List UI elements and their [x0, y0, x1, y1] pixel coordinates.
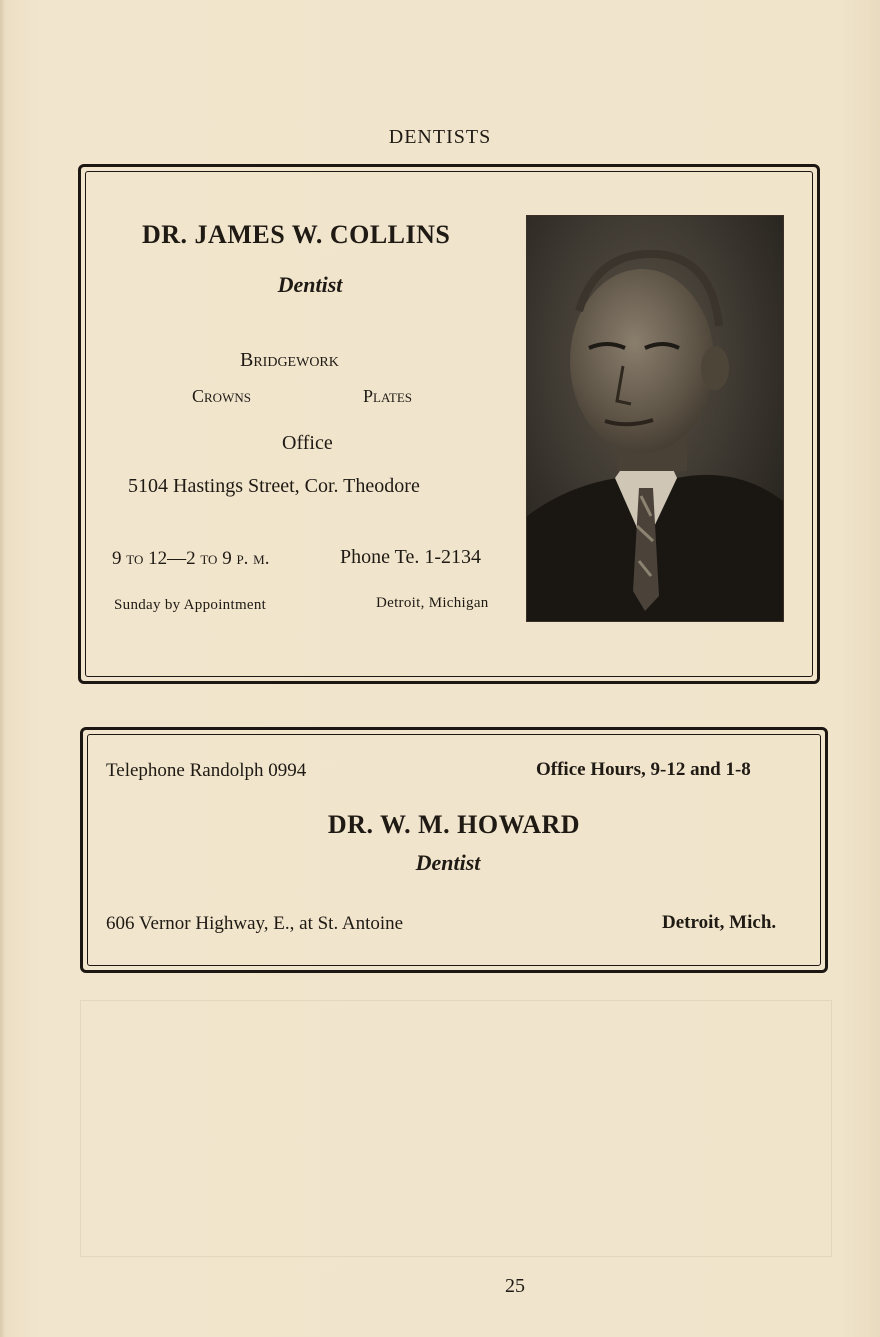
howard-telephone: Telephone Randolph 0994 [106, 760, 307, 781]
portrait-photo [526, 215, 784, 622]
service-plates: Plates [363, 386, 413, 406]
howard-name: DR. W. M. HOWARD [327, 810, 581, 839]
collins-hours: 9 to 12—2 to 9 p. m. [112, 548, 270, 569]
collins-name: DR. JAMES W. COLLINS [142, 220, 451, 249]
howard-city: Detroit, Mich. [662, 912, 777, 933]
collins-title: Dentist [277, 272, 343, 297]
collins-sunday: Sunday by Appointment [114, 597, 267, 613]
service-crowns: Crowns [192, 386, 251, 406]
collins-city: Detroit, Michigan [376, 595, 489, 611]
section-heading: DENTISTS [388, 126, 492, 148]
office-label: Office [282, 432, 333, 454]
page-number: 25 [505, 1275, 525, 1297]
service-bridgework: Bridgework [240, 349, 339, 371]
bleed-through-ghost [80, 1000, 832, 1257]
collins-phone: Phone Te. 1-2134 [340, 546, 481, 568]
collins-address: 5104 Hastings Street, Cor. Theodore [128, 475, 420, 497]
portrait-photo-icon [527, 216, 783, 621]
howard-title: Dentist [415, 850, 481, 875]
howard-office-hours: Office Hours, 9-12 and 1-8 [536, 759, 751, 780]
howard-address: 606 Vernor Highway, E., at St. Antoine [106, 913, 404, 934]
